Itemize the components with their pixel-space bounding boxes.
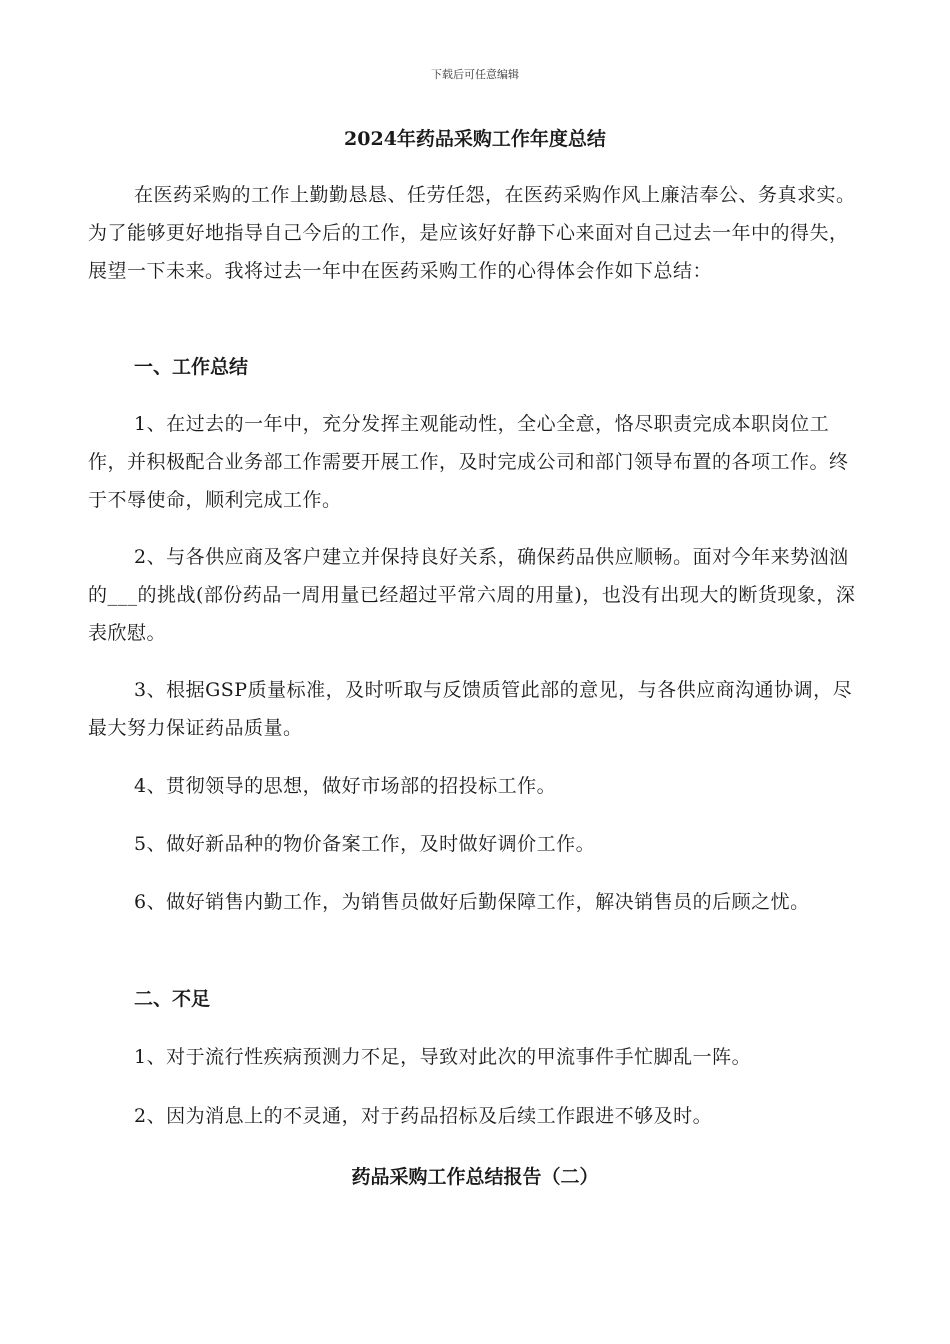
section-heading-shortcomings: 二、不足: [134, 988, 211, 1010]
summary-item-1: 1、在过去的一年中，充分发挥主观能动性，全心全意，恪尽职责完成本职岗位工作，并积极配合业务部工作需要开展工作，及时完成公司和部门领导布置的各项工作。终于不辱使命，顺利完成工作。: [88, 413, 849, 511]
next-report-title: 药品采购工作总结报告（二）: [351, 1166, 599, 1188]
shortcoming-item-1: 1、对于流行性疾病预测力不足，导致对此次的甲流事件手忙脚乱一阵。: [134, 1046, 752, 1068]
summary-item-5: 5、做好新品种的物价备案工作，及时做好调价工作。: [134, 833, 596, 855]
header-note: 下载后可任意编辑: [431, 68, 519, 81]
intro-paragraph: 在医药采购的工作上勤勤恳恳、任劳任怨，在医药采购作风上廉洁奉公、务真求实。为了能够更好地指导自己今后的工作，是应该好好静下心来面对自己过去一年中的得失，展望一下未来。我将过去一年中在医药采购工作的心得体会作如下总结：: [88, 184, 856, 282]
summary-item-6: 6、做好销售内勤工作，为销售员做好后勤保障工作，解决销售员的后顾之忧。: [134, 891, 810, 913]
summary-item-2: 2、与各供应商及客户建立并保持良好关系，确保药品供应顺畅。面对今年来势汹汹的___的挑战(部份药品一周用量已经超过平常六周的用量)，也没有出现大的断货现象，深表欣慰。: [88, 546, 856, 644]
summary-item-4: 4、贯彻领导的思想，做好市场部的招投标工作。: [134, 775, 557, 797]
document-title: 2024年药品采购工作年度总结: [344, 128, 606, 150]
section-heading-summary: 一、工作总结: [134, 356, 249, 378]
shortcoming-item-2: 2、因为消息上的不灵通，对于药品招标及后续工作跟进不够及时。: [134, 1105, 713, 1127]
summary-item-3: 3、根据GSP质量标准，及时听取与反馈质管此部的意见，与各供应商沟通协调，尽最大努力保证药品质量。: [88, 679, 853, 739]
